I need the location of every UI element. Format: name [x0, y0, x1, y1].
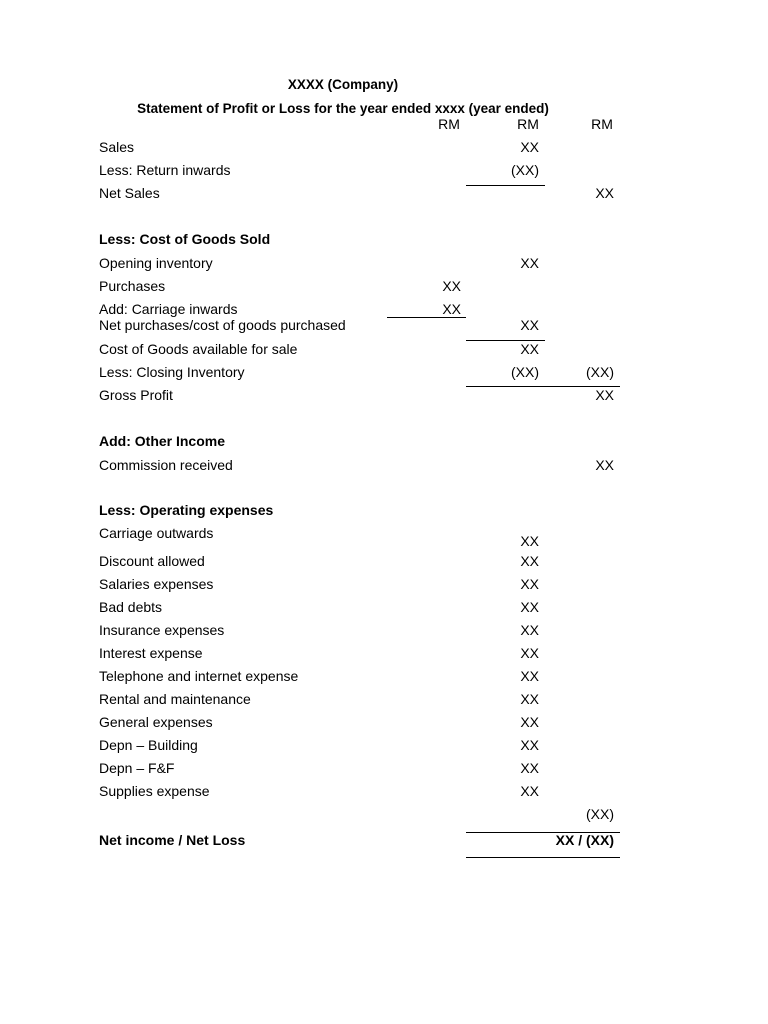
row-value-col2: XX — [520, 714, 539, 730]
row-label: Sales — [99, 139, 135, 155]
row-label: Commission received — [99, 457, 233, 473]
row-label: Supplies expense — [99, 783, 210, 799]
statement-row — [0, 457, 768, 475]
row-label: Less: Operating expenses — [99, 502, 274, 518]
statement-row — [0, 783, 768, 801]
row-value-col1: XX — [442, 301, 461, 317]
row-label: Interest expense — [99, 645, 203, 661]
statement-row — [0, 806, 768, 824]
statement-row — [0, 832, 768, 850]
row-value-col2: XX — [520, 760, 539, 776]
row-value-col3: (XX) — [586, 806, 614, 822]
statement-row — [0, 645, 768, 663]
company-name: XXXX (Company) — [287, 77, 399, 92]
statement-row — [0, 525, 768, 549]
statement-row — [0, 599, 768, 617]
row-label: Add: Carriage inwards — [99, 301, 238, 317]
statement-row — [0, 364, 768, 382]
row-label: Rental and maintenance — [99, 691, 251, 707]
row-label: Gross Profit — [99, 387, 173, 403]
row-label: Depn – Building — [99, 737, 198, 753]
statement-row — [0, 433, 768, 451]
statement-row — [0, 760, 768, 778]
statement-row — [0, 255, 768, 273]
row-label: Salaries expenses — [99, 576, 214, 592]
row-label: Depn – F&F — [99, 760, 175, 776]
row-value-col2: XX — [520, 622, 539, 638]
statement-row — [0, 278, 768, 296]
row-value-col2: (XX) — [511, 364, 539, 380]
rule-net-income-bottom — [466, 857, 620, 858]
statement-row — [0, 502, 768, 520]
rule-purchases — [387, 317, 466, 318]
row-value-col2: XX — [520, 691, 539, 707]
row-label: Less: Cost of Goods Sold — [99, 231, 271, 247]
rule-net-sales — [466, 185, 545, 186]
row-value-col3: XX — [595, 457, 614, 473]
row-value-col2: XX — [520, 317, 539, 333]
statement-row — [0, 387, 768, 405]
statement-row — [0, 162, 768, 180]
row-label: Less: Return inwards — [99, 162, 231, 178]
row-label: Opening inventory — [99, 255, 213, 271]
row-value-col2: XX — [520, 599, 539, 615]
row-label: Discount allowed — [99, 553, 205, 569]
row-value-col3: XX / (XX) — [555, 832, 614, 848]
row-value-col2: XX — [520, 341, 539, 357]
row-value-col2: XX — [520, 576, 539, 592]
row-value-col2: XX — [520, 737, 539, 753]
row-label: Less: Closing Inventory — [99, 364, 245, 380]
rule-closing-inventory — [466, 386, 620, 387]
row-label: Carriage outwards — [99, 525, 214, 541]
statement-row — [0, 231, 768, 249]
row-label: Purchases — [99, 278, 166, 294]
statement-row — [0, 622, 768, 640]
row-value-col2: XX — [520, 645, 539, 661]
row-value-col2: XX — [520, 139, 539, 155]
row-value-col2: (XX) — [511, 162, 539, 178]
row-value-col1: XX — [442, 278, 461, 294]
rule-net-income-top — [466, 832, 620, 833]
row-label: Insurance expenses — [99, 622, 225, 638]
statement-row — [0, 341, 768, 359]
row-value-col2: XX — [520, 255, 539, 271]
statement-row — [0, 139, 768, 157]
rule-net-purchases — [466, 340, 545, 341]
row-value-col2: XX — [520, 553, 539, 569]
row-value-col2: XX — [520, 533, 539, 549]
statement-row — [0, 553, 768, 571]
statement-row — [0, 714, 768, 732]
statement-row — [0, 668, 768, 686]
row-label: Add: Other Income — [99, 433, 226, 449]
column-header-rm-1: RM — [438, 116, 460, 132]
row-value-col3: XX — [595, 185, 614, 201]
statement-row — [0, 691, 768, 709]
statement-row — [0, 185, 768, 203]
statement-row — [0, 576, 768, 594]
row-label: Telephone and internet expense — [99, 668, 299, 684]
statement-row — [0, 317, 768, 335]
row-value-col3: XX — [595, 387, 614, 403]
row-label: Net purchases/cost of goods purchased — [99, 317, 346, 333]
row-value-col2: XX — [520, 783, 539, 799]
row-label: General expenses — [99, 714, 213, 730]
row-label: Net Sales — [99, 185, 160, 201]
row-value-col2: XX — [520, 668, 539, 684]
row-value-col3: (XX) — [586, 364, 614, 380]
column-header-rm-2: RM — [517, 116, 539, 132]
column-header-rm-3: RM — [591, 116, 613, 132]
row-label: Net income / Net Loss — [99, 832, 246, 848]
statement-title: Statement of Profit or Loss for the year ended xxxx (year ended) — [137, 101, 549, 116]
row-label: Bad debts — [99, 599, 163, 615]
row-label: Cost of Goods available for sale — [99, 341, 298, 357]
statement-row — [0, 737, 768, 755]
